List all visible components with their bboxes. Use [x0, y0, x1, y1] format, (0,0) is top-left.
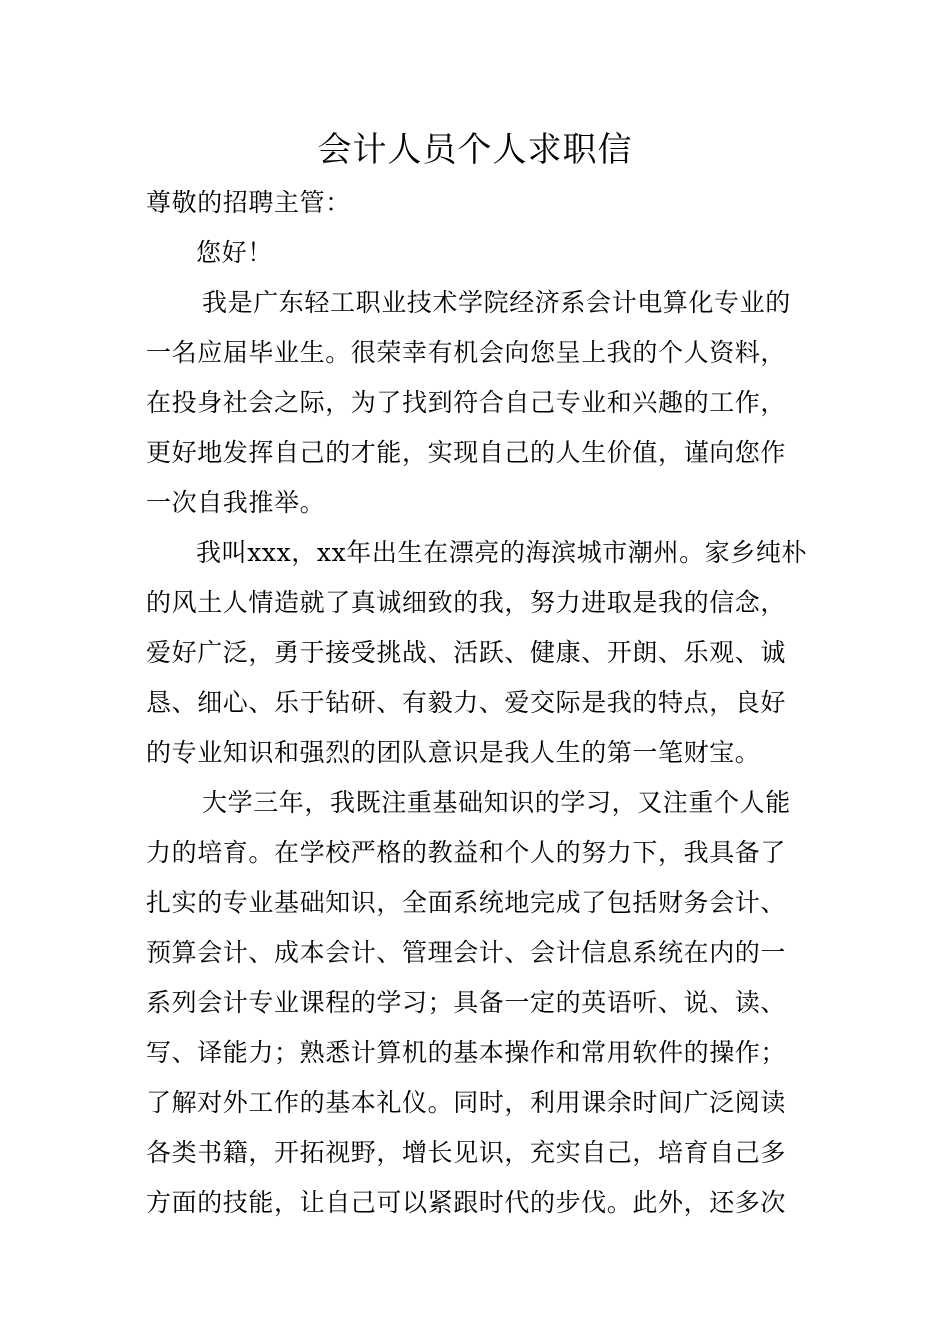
greeting: 您好！: [196, 238, 273, 267]
paragraph-line: 方面的技能，让自己可以紧跟时代的步伐。此外，还多次: [146, 1188, 787, 1217]
paragraph-line: 的专业知识和强烈的团队意识是我人生的第一笔财宝。: [146, 738, 761, 767]
paragraph-line: 力的培育。在学校严格的教益和个人的努力下，我具备了: [146, 838, 787, 867]
paragraph-line: 大学三年，我既注重基础知识的学习，又注重个人能: [202, 788, 791, 817]
paragraph-line: 恳、细心、乐于钻研、有毅力、爱交际是我的特点，良好: [146, 688, 787, 717]
paragraph-line: 各类书籍，开拓视野，增长见识，充实自己，培育自己多: [146, 1138, 787, 1167]
paragraph-line: 系列会计专业课程的学习；具备一定的英语听、说、读、: [146, 988, 787, 1017]
paragraph-line: 扎实的专业基础知识，全面系统地完成了包括财务会计、: [146, 888, 787, 917]
paragraph-line: 爱好广泛，勇于接受挑战、活跃、健康、开朗、乐观、诚: [146, 638, 787, 667]
document-title: 会计人员个人求职信: [317, 130, 633, 170]
paragraph-line: 一次自我推举。: [146, 488, 326, 517]
paragraph-line: 了解对外工作的基本礼仪。同时，利用课余时间广泛阅读: [146, 1088, 787, 1117]
paragraph-line: 一名应届毕业生。很荣幸有机会向您呈上我的个人资料，: [146, 338, 787, 367]
letter-body: [146, 178, 811, 1228]
paragraph-line: 我叫xxx，xx年出生在漂亮的海滨城市潮州。家乡纯朴: [196, 538, 808, 567]
paragraph-line: 预算会计、成本会计、管理会计、会计信息系统在内的一: [146, 938, 787, 967]
salutation: 尊敬的招聘主管：: [146, 188, 351, 217]
paragraph-line: 更好地发挥自己的才能，实现自己的人生价值，谨向您作: [146, 438, 787, 467]
paragraph-personal-info: [146, 528, 811, 778]
paragraph-line: 写、译能力；熟悉计算机的基本操作和常用软件的操作；: [146, 1038, 787, 1067]
paragraph-introduction: [146, 278, 811, 528]
paragraph-line: 我是广东轻工职业技术学院经济系会计电算化专业的: [202, 288, 791, 317]
paragraph-education: [146, 778, 811, 1228]
paragraph-line: 的风土人情造就了真诚细致的我，努力进取是我的信念，: [146, 588, 787, 617]
paragraph-line: 在投身社会之际，为了找到符合自己专业和兴趣的工作，: [146, 388, 787, 417]
